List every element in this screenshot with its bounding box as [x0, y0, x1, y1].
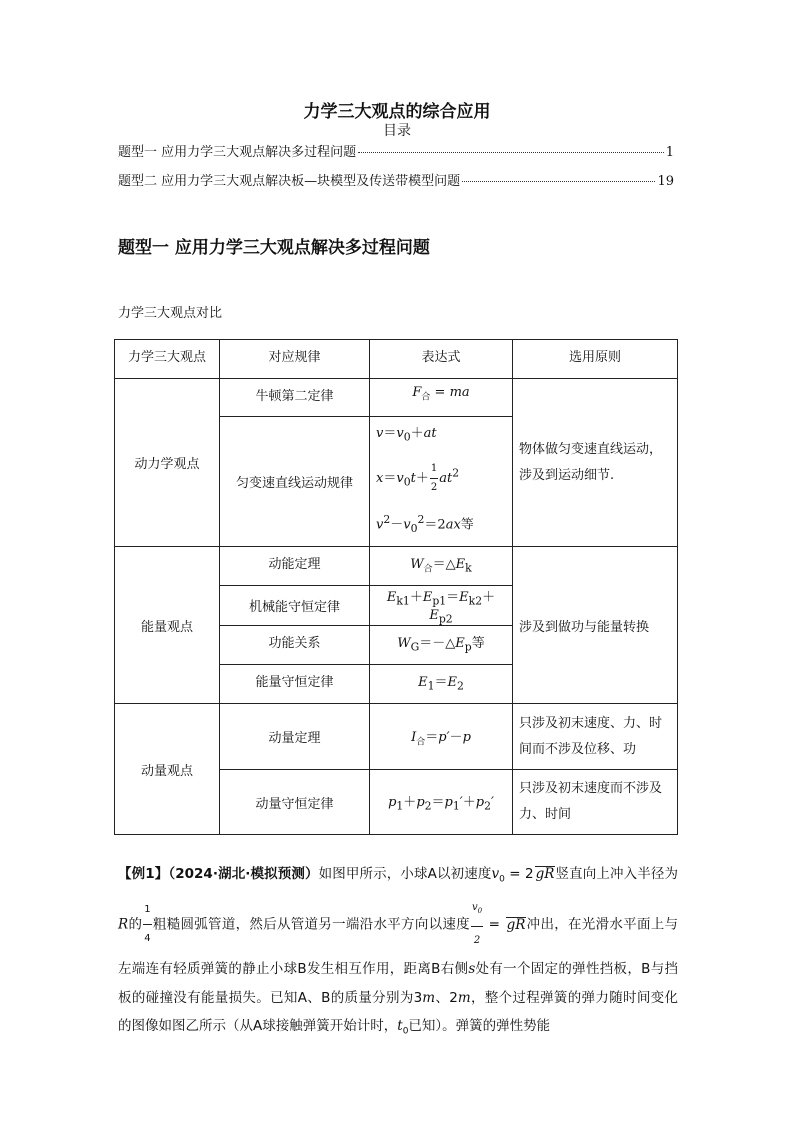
principle-cell: 涉及到做功与能量转换 [513, 547, 678, 704]
example-problem: 【例1】（2024·湖北·模拟预测）如图甲所示，小球A以初速度$v_0 = 2$ gR竖直向上冲入半径为R的 $\frac{1}{4}$ 粗糙圆弧管道，然后从管道另一端沿水平方向以速度 $\frac{v_0}{2}$ = gR冲出，在光滑水平面上与左端连有轻质弹簧的静止小球B发生相互作用，距离B右侧s处有一个固定的弹性挡板，B与挡板的碰撞没有能量损失。已知A、B的质量分别为3m、2m，整个过程弹簧的弹力随时间变化的图像如图乙所示（从A球接触弹簧开始计时，$t_0$已知）。弹簧的弹性势能 [118, 866, 679, 1037]
principle-cell: 只涉及初末速度而不涉及力、时间 [513, 770, 678, 835]
viewpoint-cell: 动力学观点 [115, 379, 220, 547]
comparison-table [114, 339, 678, 835]
expression-cell: $F_合$ = ma [370, 379, 513, 417]
expression-cell: $E_{k1}+E_{p1}=E_{k2}+E_{p2}$ [370, 586, 513, 626]
table-header-row [115, 340, 678, 379]
toc-heading: 目录 [383, 123, 411, 139]
viewpoint-cell: 能量观点 [115, 547, 220, 704]
law-cell: 功能关系 [220, 626, 370, 665]
expression-cell: $v=v_0+at$ $x=v_0t+$ $\frac{1}{2}$ $at^2$ $v^2-v_0^2=2ax$等 [370, 417, 513, 547]
section-heading: 题型一 应用力学三大观点解决多过程问题 [118, 238, 430, 258]
table-row [115, 547, 678, 586]
expression-cell: $E_1=E_2$ [370, 665, 513, 704]
law-cell: 动量定理 [220, 704, 370, 770]
law-cell: 动能定理 [220, 547, 370, 586]
header-cell: 选用原则 [513, 340, 678, 379]
header-cell: 对应规律 [220, 340, 370, 379]
expression-cell: $I_合=p'-p$ [370, 704, 513, 770]
law-cell: 能量守恒定律 [220, 665, 370, 704]
principle-cell: 物体做匀变速直线运动，涉及到运动细节. [513, 379, 678, 547]
toc-item-page: 19 [657, 174, 674, 189]
page-title: 力学三大观点的综合应用 [303, 102, 491, 122]
viewpoint-cell: 动量观点 [115, 704, 220, 835]
law-cell: 机械能守恒定律 [220, 586, 370, 626]
toc-item-page: 1 [665, 145, 674, 160]
toc-item-label: 题型一 应用力学三大观点解决多过程问题 [118, 145, 357, 160]
toc-leader-dots [358, 152, 664, 153]
toc-item-label: 题型二 应用力学三大观点解决板—块模型及传送带模型问题 [118, 174, 461, 189]
toc-leader-dots [462, 181, 655, 182]
principle-cell: 只涉及初末速度、力、时间而不涉及位移、功 [513, 704, 678, 770]
expression-cell: $p_1+p_2=p_1'+p_2'$ [370, 770, 513, 835]
header-cell: 力学三大观点 [115, 340, 220, 379]
law-cell: 匀变速直线运动规律 [220, 417, 370, 547]
expression-cell: $W_G=-\triangle E_p$等 [370, 626, 513, 665]
law-cell: 动量守恒定律 [220, 770, 370, 835]
toc-item-2[interactable] [118, 170, 674, 189]
table-row [115, 704, 678, 770]
table-row [115, 379, 678, 417]
example-tag: 【例1】（2024·湖北·模拟预测） [118, 866, 319, 882]
header-cell: 表达式 [370, 340, 513, 379]
law-cell: 牛顿第二定律 [220, 379, 370, 417]
table-caption: 力学三大观点对比 [118, 306, 223, 321]
expression-cell: $W_合=\triangle E_k$ [370, 547, 513, 586]
toc-item-1[interactable] [118, 141, 674, 160]
